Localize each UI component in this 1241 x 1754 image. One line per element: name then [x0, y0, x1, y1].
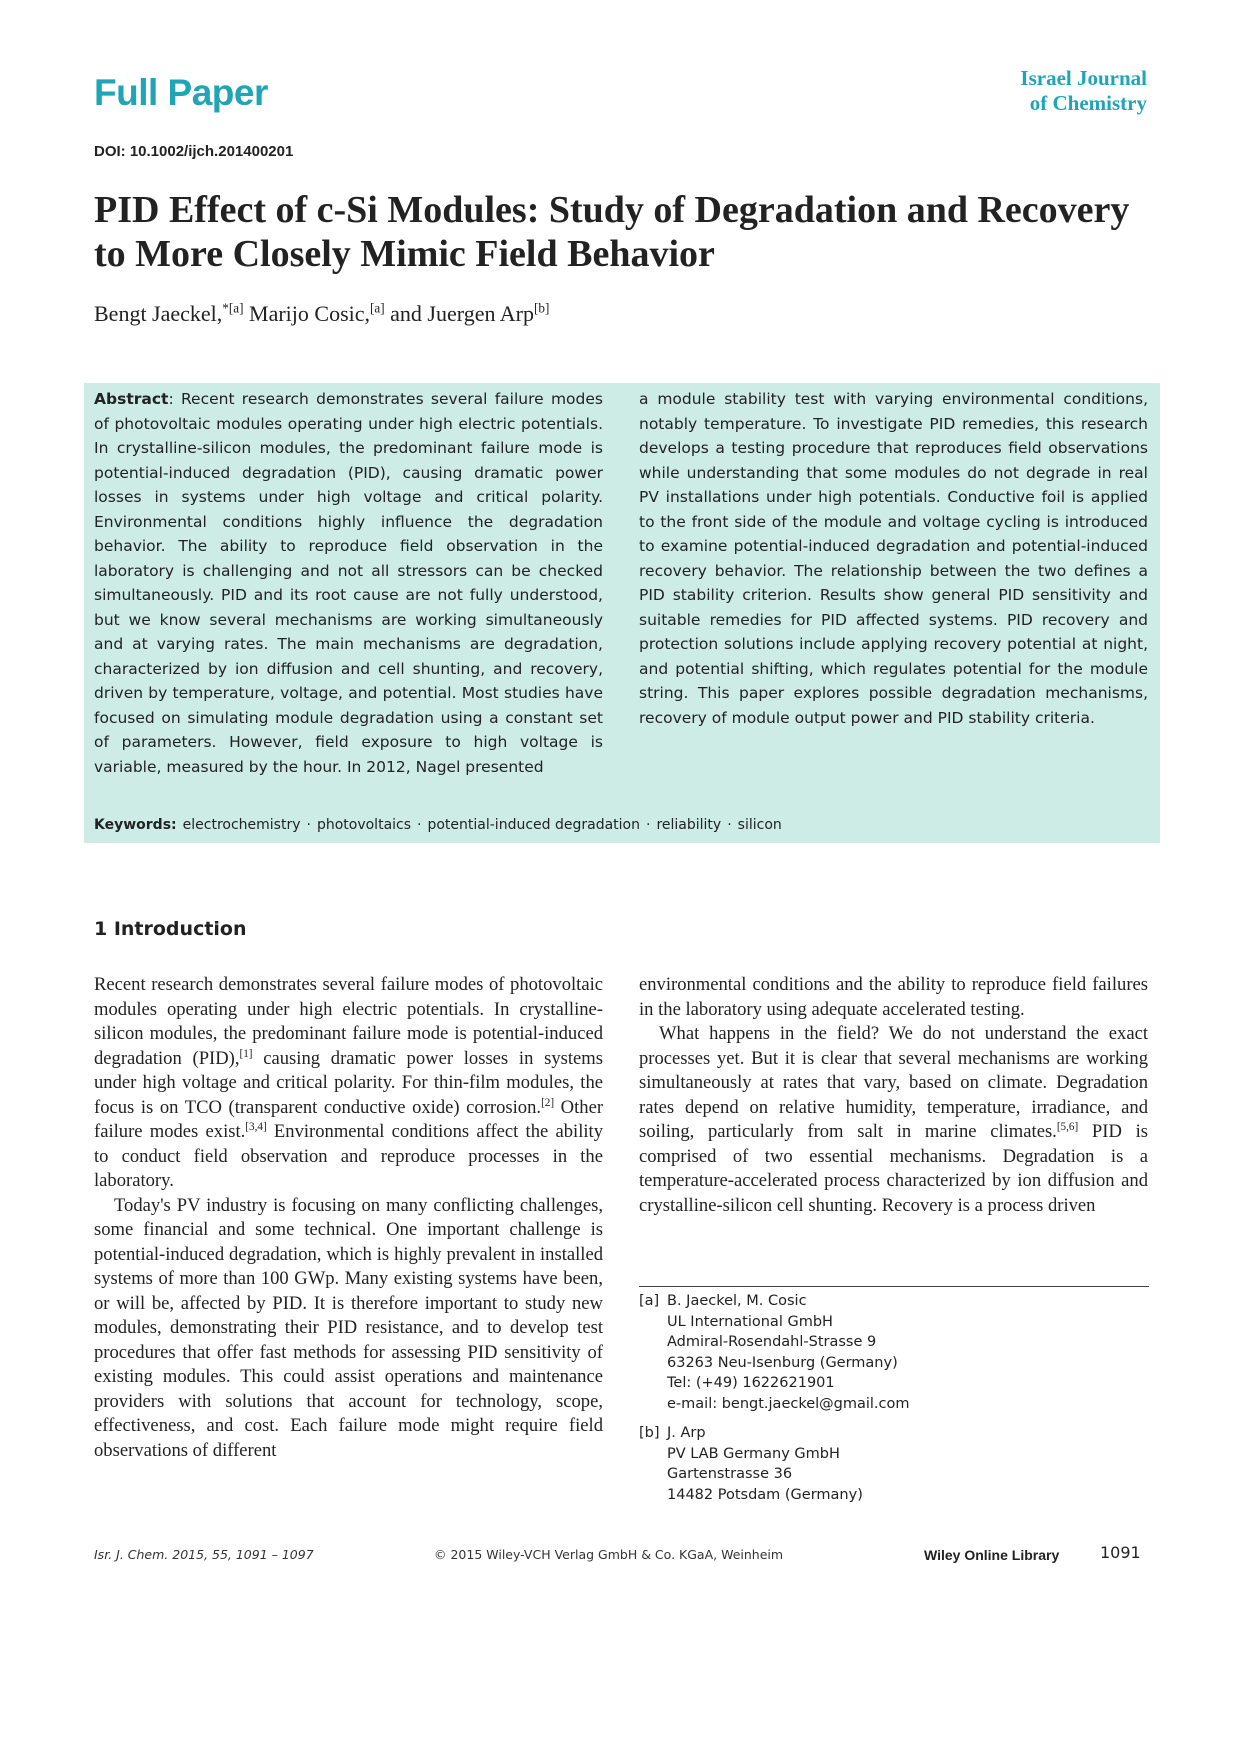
- keyword: silicon: [737, 817, 782, 833]
- citation-ref[interactable]: [2]: [541, 1096, 555, 1109]
- author-name: Bengt Jaeckel,: [94, 301, 223, 326]
- author-list: [94, 301, 549, 327]
- affiliation-phone: Tel: (+49) 1622621901: [667, 1375, 835, 1391]
- body-paragraph: Today's PV industry is focusing on many conflicting challenges, some financial and some technical. One important challenge is potential-induced degradation, which is highly prevalent in installed systems of more than 100 GWp. Many existing systems have been, or will be, affected by PID. It is therefore important to study new modules, demonstrating their PID resistance, and to develop test procedures that offer fast methods for assessing PID sensitivity of existing modules. This could assist operations and maintenance providers with solutions that account for technology, scope, effectiveness, and cost. Each failure mode might require field observations of different: [94, 1194, 603, 1461]
- citation-ref[interactable]: [1]: [239, 1047, 253, 1060]
- affiliation-line: J. Arp: [667, 1425, 706, 1441]
- footer-copyright: © 2015 Wiley-VCH Verlag GmbH & Co. KGaA, Weinheim: [434, 1547, 784, 1562]
- paper-title: PID Effect of c-Si Modules: Study of Degradation and Recovery to More Closely Mimic Field Behavior: [94, 189, 1130, 275]
- keyword-separator: ·: [646, 817, 651, 833]
- body-text: Environmental conditions affect the ability to conduct field observation and reproduce processes in the laboratory.: [94, 1121, 603, 1191]
- keyword-separator: ·: [727, 817, 732, 833]
- citation-ref[interactable]: [5,6]: [1056, 1120, 1079, 1133]
- affiliation-line: PV LAB Germany GmbH: [667, 1445, 840, 1462]
- abstract-text-left: Recent research demonstrates several failure modes of photovoltaic modules operating under high electric potentials. In crystalline-silicon modules, the predominant failure mode is potential-induced degradation (PID), causing dramatic power losses in systems under high voltage and critical polarity. Environmental conditions highly influence the degradation behavior. The ability to reproduce field observation in the laboratory is challenging and not all stressors can be checked simultaneously. PID and its root cause are not fully understood, but we know several mechanisms are working simultaneously and at varying rates. The main mechanisms are degradation, characterized by ion diffusion and cell shunting, and recovery, driven by temperature, voltage, and potential. Most studies have focused on simulating module degradation using a constant set of parameters. However, field exposure to high voltage is variable, measured by the hour. In 2012, Nagel presented: [94, 390, 603, 776]
- affiliation-a: [639, 1291, 910, 1414]
- footer-wiley-online-library[interactable]: Wiley Online Library: [924, 1547, 1060, 1563]
- footer-citation: Isr. J. Chem. 2015, 55, 1091 – 1097: [94, 1547, 314, 1562]
- abstract-column-left: Abstract: Recent research demonstrates several failure modes of photovoltaic modules operating under high electric potentials. In crystalline-silicon modules, the predominant failure mode is potential-induced degradation (PID), causing dramatic power losses in systems under high voltage and critical polarity. Environmental conditions highly influence the degradation behavior. The ability to reproduce field observation in the laboratory is challenging and not all stressors can be checked simultaneously. PID and its root cause are not fully understood, but we know several mechanisms are working simultaneously and at varying rates. The main mechanisms are degradation, characterized by ion diffusion and cell shunting, and recovery, driven by temperature, voltage, and potential. Most studies have focused on simulating module degradation using a constant set of parameters. However, field exposure to high voltage is variable, measured by the hour. In 2012, Nagel presented: [94, 390, 603, 776]
- affiliation-email[interactable]: e-mail: bengt.jaeckel@gmail.com: [667, 1395, 910, 1412]
- keyword: potential-induced degradation: [427, 817, 640, 833]
- keyword-separator: ·: [306, 817, 311, 833]
- body-text: Other failure modes exist.: [94, 1096, 604, 1142]
- affiliation-mark: [a]: [370, 300, 385, 316]
- abstract-column-right: [639, 387, 1148, 730]
- article-type-label: Full Paper: [94, 72, 268, 113]
- body-paragraph: [94, 973, 603, 1194]
- body-paragraph: environmental conditions and the ability to reproduce field failures in the laboratory using adequate accelerated testing.: [639, 974, 1148, 1020]
- author-name: Marijo Cosic,: [249, 301, 371, 326]
- body-text: PID is comprised of two essential mechanisms. Degradation is a temperature-accelerated process characterized by ion diffusion and crystalline-silicon cell shunting. Recovery is a process driven: [639, 1121, 1148, 1216]
- body-column-right: [639, 973, 1148, 1218]
- keyword: reliability: [656, 817, 722, 833]
- journal-name-line1: Israel Journal: [1020, 66, 1147, 90]
- body-paragraph: [639, 1022, 1148, 1218]
- affiliation-mark: *[a]: [222, 300, 244, 316]
- affiliation-line: B. Jaeckel, M. Cosic: [667, 1293, 807, 1309]
- page-number: 1091: [1100, 1543, 1141, 1562]
- affiliation-tag: [a]: [639, 1293, 660, 1309]
- affiliation-mark: [b]: [533, 300, 550, 316]
- section-heading-introduction: 1 Introduction: [94, 918, 247, 940]
- body-text: Recent research demonstrates several failure modes of photovoltaic modules operating under high electric potentials. In crystalline-silicon modules, the predominant failure mode is potential-induced degradation (PID),: [94, 974, 603, 1069]
- abstract-text-right: a module stability test with varying environmental conditions, notably temperature. To investigate PID remedies, this research develops a testing procedure that reproduces field observations while understanding that some modules do not degrade in real PV installations under high potentials. Conductive foil is applied to the front side of the module and voltage cycling is introduced to examine potential-induced degradation and potential-induced recovery behavior. The relationship between the two defines a PID stability criterion. Results show general PID sensitivity and suitable remedies for PID affected systems. PID recovery and protection solutions include applying recovery potential at night, and potential shifting, which regulates potential for the module string. This paper explores possible degradation mechanisms, recovery of module output power and PID stability criteria.: [639, 390, 1148, 727]
- body-column-left: [94, 973, 603, 1463]
- affiliation-tag: [b]: [639, 1425, 660, 1441]
- affiliation-line: 63263 Neu-Isenburg (Germany): [667, 1354, 898, 1371]
- body-text: causing dramatic power losses in systems under high voltage and critical polarity. For thin-film modules, the focus is on TCO (transparent conductive oxide) corrosion.: [94, 1047, 603, 1118]
- citation-ref[interactable]: [3,4]: [245, 1120, 267, 1133]
- affiliation-line: Gartenstrasse 36: [667, 1466, 793, 1482]
- keyword: electrochemistry: [182, 817, 301, 833]
- keywords-label: Keywords:: [94, 817, 177, 833]
- keyword-separator: ·: [417, 817, 422, 833]
- doi[interactable]: DOI: 10.1002/ijch.201400201: [94, 143, 294, 160]
- affiliation-line: 14482 Potsdam (Germany): [667, 1486, 863, 1503]
- journal-name-line2: of Chemistry: [1029, 91, 1147, 115]
- keywords: [94, 817, 782, 833]
- affiliation-b: [639, 1423, 863, 1505]
- affiliation-line: Admiral-Rosendahl-Strasse 9: [667, 1334, 877, 1350]
- affiliation-divider: [639, 1286, 1149, 1287]
- keyword: photovoltaics: [316, 817, 412, 833]
- affiliation-line: UL International GmbH: [667, 1313, 833, 1330]
- abstract-label: Abstract: [94, 390, 169, 408]
- author-name: and Juergen Arp: [390, 301, 534, 326]
- journal-name: [1020, 66, 1147, 116]
- body-text: What happens in the field? We do not understand the exact processes yet. But it is clear that several mechanisms are working simultaneously at rates that vary, based on climate. Degradation rates depend on relative humidity, temperature, irradiance, and soiling, particularly from salt in marine climates.: [639, 1023, 1148, 1142]
